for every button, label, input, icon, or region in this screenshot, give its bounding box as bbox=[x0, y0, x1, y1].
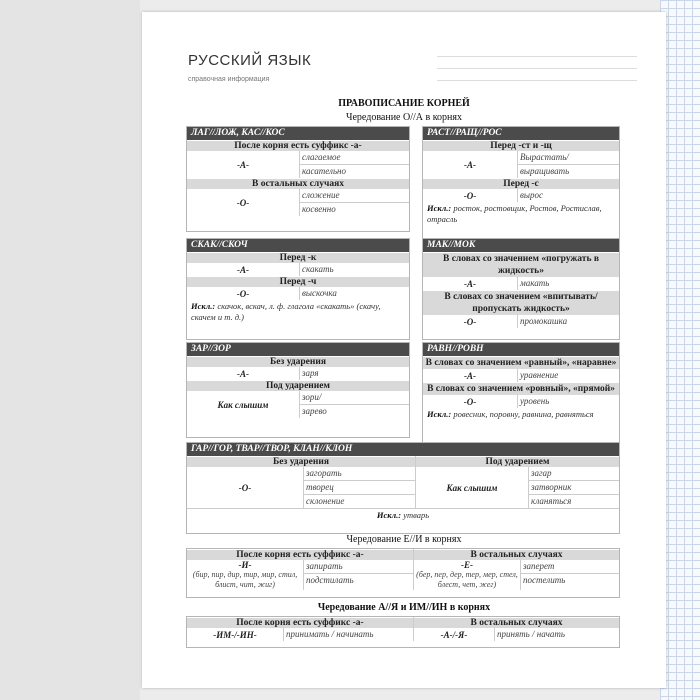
exceptions-text: скачок, вскач, л. ф. глагола «скакать» (скачу, скачем и т. д.) bbox=[191, 301, 381, 322]
example-word: постелить bbox=[523, 575, 566, 585]
condition: Под ударением bbox=[416, 456, 619, 467]
condition: В остальных случаях bbox=[414, 617, 619, 628]
example-word: заря bbox=[302, 368, 319, 378]
exceptions bbox=[423, 202, 619, 226]
rule-header: ЛАГ//ЛОЖ, КАС//КОС bbox=[187, 127, 409, 140]
rule-box-ravn bbox=[422, 342, 620, 450]
reference-sheet bbox=[142, 12, 666, 688]
condition: В словах со значением «ровный», «прямой» bbox=[423, 382, 619, 395]
vowel: -О- bbox=[463, 396, 477, 407]
example-word: загар bbox=[529, 467, 619, 481]
exceptions-label: Искл.: bbox=[427, 409, 452, 419]
section-title-oa: Чередование О//А в корнях bbox=[345, 112, 463, 123]
example-word: кланяться bbox=[531, 496, 572, 506]
page-title: ПРАВОПИСАНИЕ КОРНЕЙ bbox=[338, 98, 470, 109]
exceptions-text: ровесник, поровну, равнина, равняться bbox=[453, 409, 594, 419]
rule-header: ЗАР//ЗОР bbox=[187, 343, 409, 356]
condition: Перед -ч bbox=[187, 276, 409, 287]
grid-paper-background bbox=[660, 0, 700, 700]
vowel: -А- bbox=[464, 370, 476, 381]
sheet-subtitle: справочная информация bbox=[188, 76, 270, 83]
condition: Без ударения bbox=[187, 356, 409, 367]
example-word: промокашка bbox=[520, 316, 568, 326]
condition: Перед -к bbox=[187, 252, 409, 263]
divider bbox=[437, 80, 637, 81]
vowel: -ИМ-/-ИН- bbox=[213, 629, 257, 640]
rule-note: Как слышим bbox=[446, 482, 498, 493]
vowel: -О- bbox=[236, 288, 250, 299]
condition: Без ударения bbox=[187, 456, 415, 467]
vowel: -Е- bbox=[461, 560, 473, 570]
vowel: -О- bbox=[463, 316, 477, 327]
exceptions bbox=[187, 300, 409, 324]
divider bbox=[437, 68, 637, 69]
rule-box-skak bbox=[186, 238, 410, 340]
condition: В остальных случаях bbox=[414, 549, 619, 560]
example-word: скакать bbox=[302, 264, 334, 274]
condition: В словах со значением «погружать в жидкость» bbox=[423, 252, 619, 277]
example-word: загорать bbox=[304, 467, 415, 481]
vowel: -А- bbox=[237, 159, 249, 170]
rule-note: Как слышим bbox=[217, 399, 269, 410]
rule-box-aim bbox=[186, 616, 620, 648]
rule-box-lag bbox=[186, 126, 410, 232]
example-word: слагаемое bbox=[300, 151, 409, 165]
rule-header: ГАР//ГОР, ТВАР//ТВОР, КЛАН//КЛОН bbox=[187, 443, 619, 456]
condition: После корня есть суффикс -а- bbox=[187, 549, 413, 560]
background-surface bbox=[0, 0, 140, 700]
condition: После корня есть суффикс -а- bbox=[187, 617, 413, 628]
example-word: макать bbox=[520, 278, 550, 288]
vowel: -А- bbox=[237, 368, 249, 379]
root-list: (бир, пир, дир, тир, мир, стил, блист, чит, жиг) bbox=[192, 570, 298, 589]
example-word: склонение bbox=[306, 496, 345, 506]
vowel: -А- bbox=[464, 159, 476, 170]
condition: В остальных случаях bbox=[187, 178, 409, 189]
example-word: подстилать bbox=[306, 575, 354, 585]
example-word: выращивать bbox=[520, 166, 570, 176]
vowel: -А- bbox=[464, 278, 476, 289]
example-word: запирать bbox=[304, 560, 413, 574]
exceptions-label: Искл.: bbox=[376, 510, 402, 520]
divider bbox=[437, 56, 637, 57]
example-word: затворник bbox=[529, 481, 619, 495]
example-word: вырос bbox=[520, 190, 543, 200]
example-word: уровень bbox=[520, 396, 550, 406]
rule-box-gar bbox=[186, 442, 620, 534]
root-list: (бер, пер, дер, тер, мер, стел, блест, чет, жег) bbox=[416, 570, 518, 589]
example-word: творец bbox=[304, 481, 415, 495]
example-word: косвенно bbox=[302, 204, 336, 214]
example-word: принять / начать bbox=[497, 629, 565, 639]
section-title-aim: Чередование А//Я и ИМ//ИН в корнях bbox=[317, 602, 491, 613]
exceptions bbox=[423, 408, 619, 421]
exceptions-text: утварь bbox=[403, 510, 430, 520]
condition: В словах со значением «равный», «наравне» bbox=[423, 356, 619, 369]
example-word: касательно bbox=[302, 166, 347, 176]
exceptions-label: Искл.: bbox=[427, 203, 452, 213]
condition: Перед -с bbox=[423, 178, 619, 189]
rule-box-ei bbox=[186, 548, 620, 598]
vowel: -А- bbox=[237, 264, 249, 275]
exceptions-label: Искл.: bbox=[191, 301, 216, 311]
vowel: -И- bbox=[238, 560, 252, 570]
example-word: заперет bbox=[521, 560, 619, 574]
example-word: выскочка bbox=[302, 288, 337, 298]
example-word: сложение bbox=[300, 189, 409, 203]
example-word: принимать / начинать bbox=[286, 629, 374, 639]
rule-box-mak bbox=[422, 238, 620, 340]
rule-header: РАСТ//РАЩ//РОС bbox=[423, 127, 619, 140]
example-word: уравнение bbox=[520, 370, 559, 380]
condition: Под ударением bbox=[187, 380, 409, 391]
rule-box-rast bbox=[422, 126, 620, 248]
example-word: Вырастать/ bbox=[518, 151, 619, 165]
vowel: -О- bbox=[238, 482, 252, 493]
exceptions bbox=[187, 508, 619, 522]
section-title-ei: Чередование Е//И в корнях bbox=[346, 534, 462, 545]
vowel: -А-/-Я- bbox=[440, 629, 468, 640]
condition: После корня есть суффикс -а- bbox=[187, 140, 409, 151]
rule-box-zar bbox=[186, 342, 410, 438]
exceptions-text: росток, ростовщик, Ростов, Ростислав, отрасль bbox=[427, 203, 602, 224]
rule-header: РАВН//РОВН bbox=[423, 343, 619, 356]
example-word: зори/ bbox=[300, 391, 409, 405]
condition: Перед -ст и -щ bbox=[423, 140, 619, 151]
vowel: -О- bbox=[236, 197, 250, 208]
rule-header: МАК//МОК bbox=[423, 239, 619, 252]
rule-header: СКАК//СКОЧ bbox=[187, 239, 409, 252]
example-word: зарево bbox=[302, 406, 327, 416]
vowel: -О- bbox=[463, 190, 477, 201]
condition: В словах со значением «впитывать/ пропускать жидкость» bbox=[423, 290, 619, 315]
sheet-title: РУССКИЙ ЯЗЫК bbox=[188, 52, 312, 69]
